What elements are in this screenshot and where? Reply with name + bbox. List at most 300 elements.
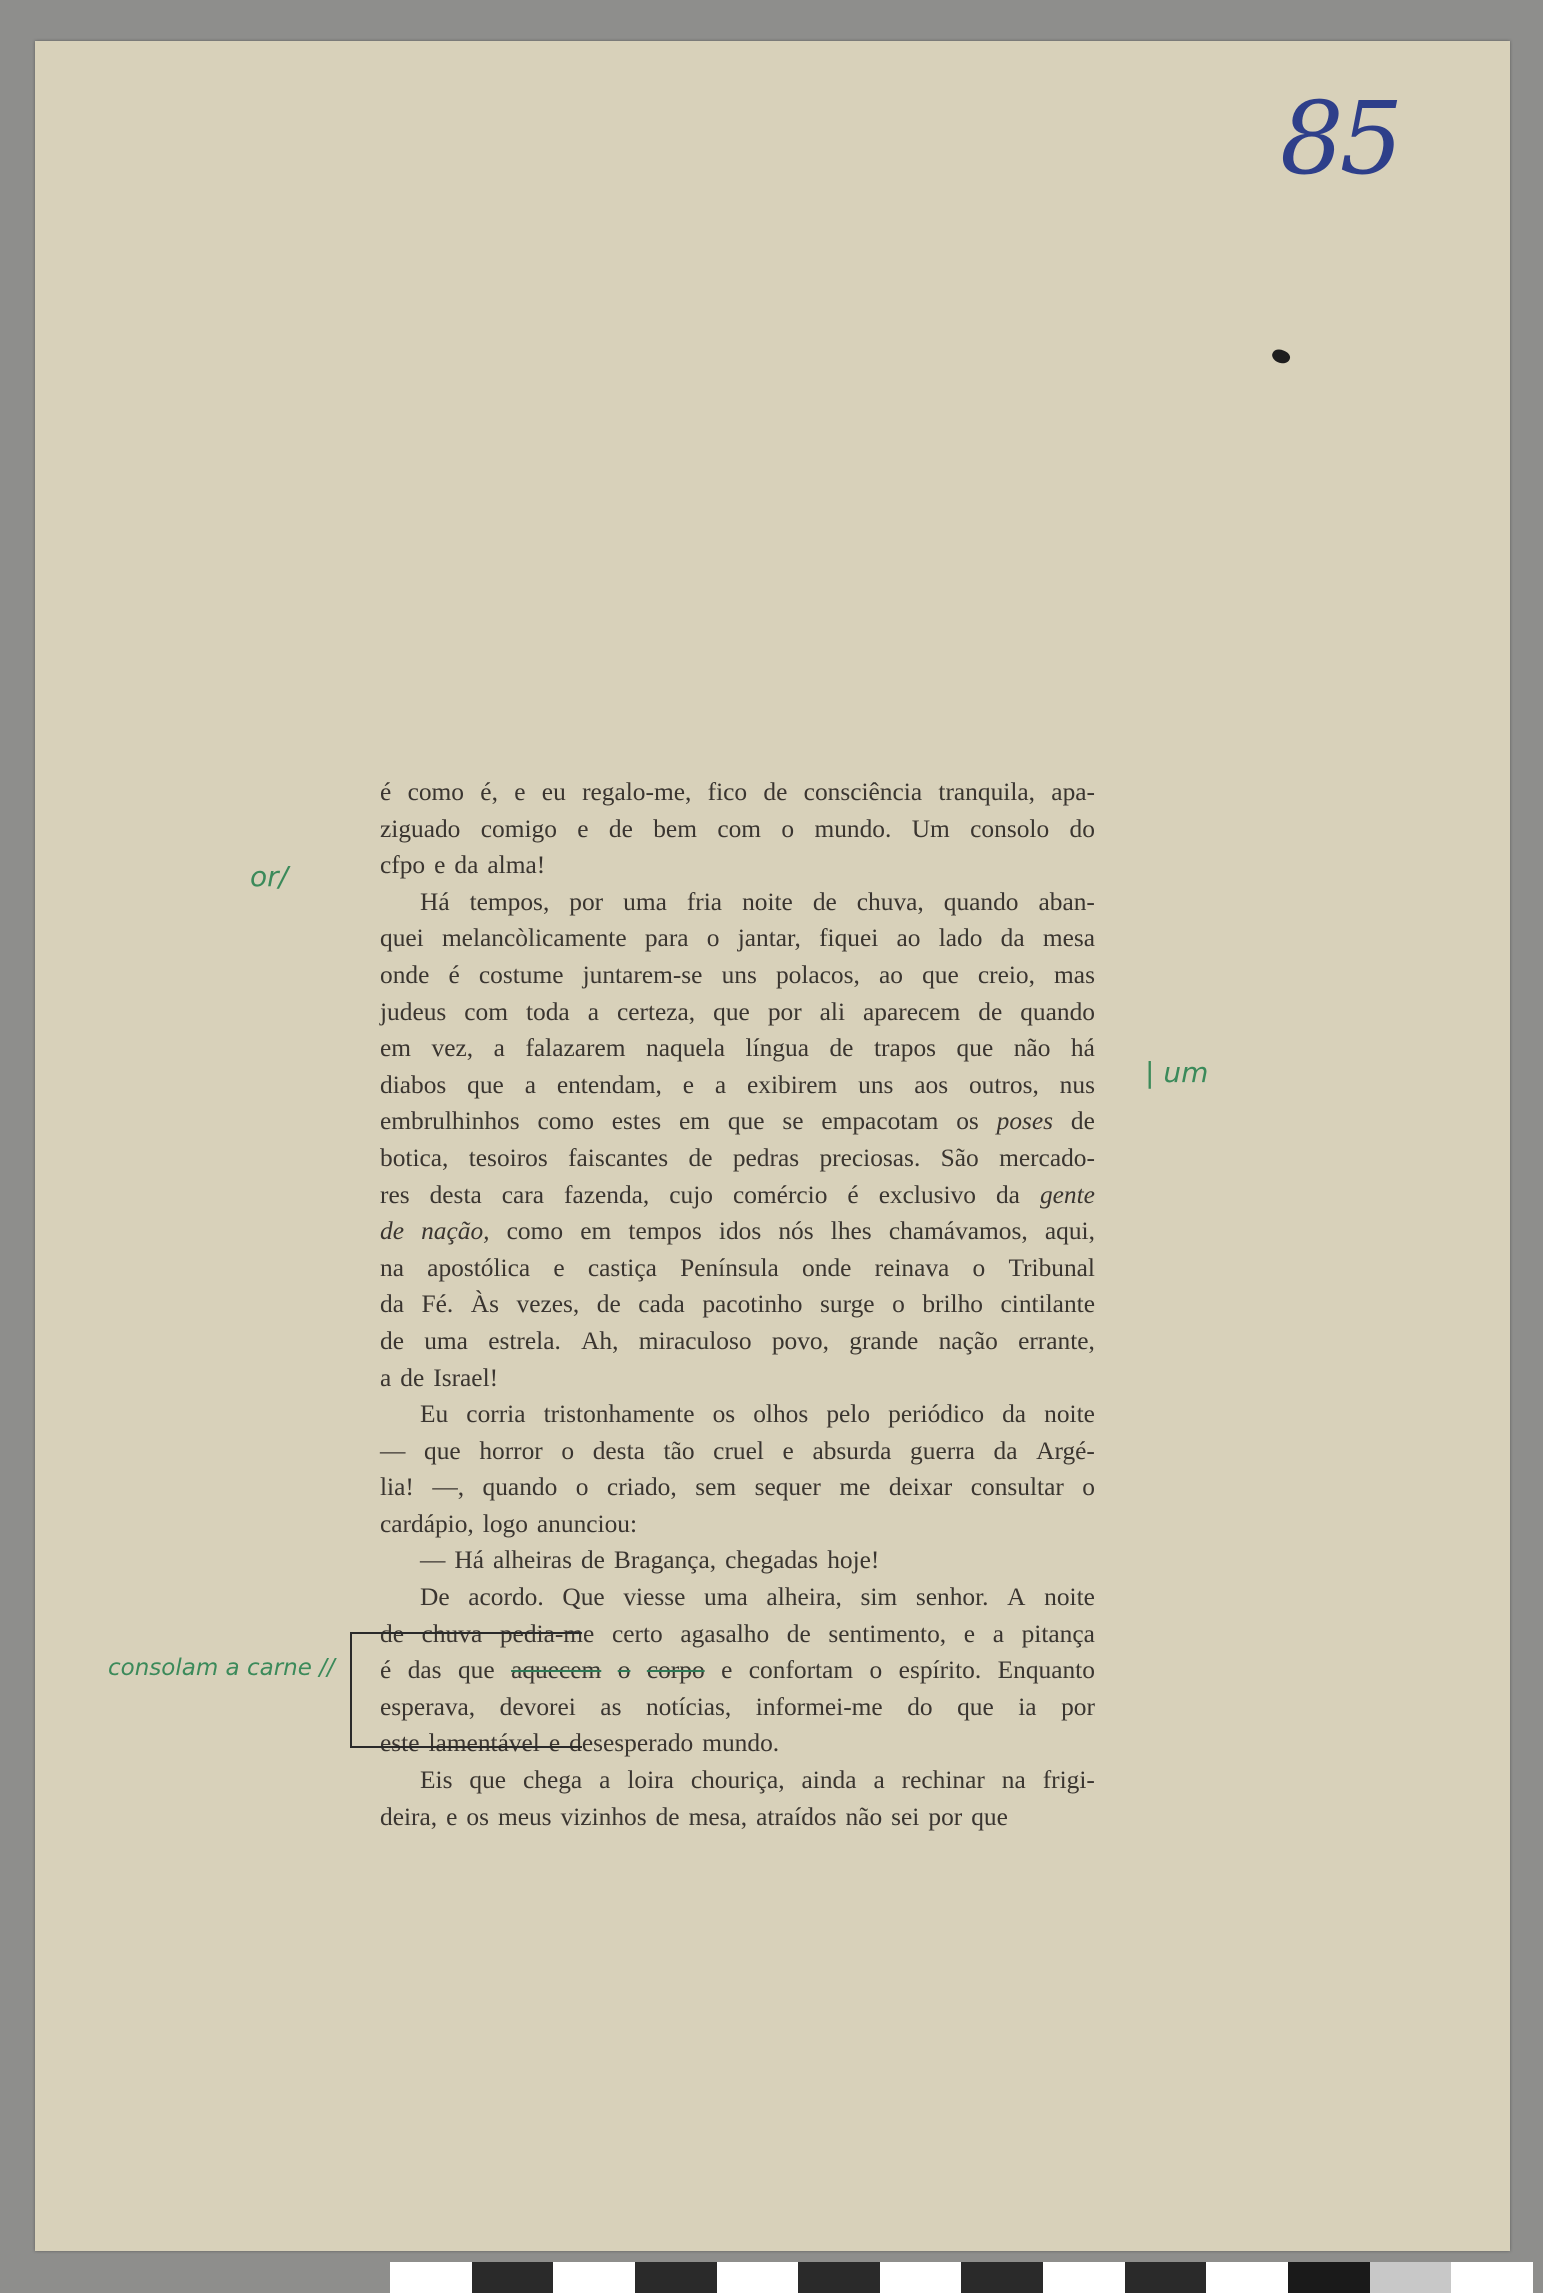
word: o <box>1082 1473 1095 1502</box>
word: é, <box>480 778 498 806</box>
word: mesa <box>1042 924 1095 953</box>
word: acordo. <box>468 1583 544 1612</box>
word: por <box>928 1802 963 1831</box>
word: periódico <box>888 1400 985 1429</box>
word: cara <box>501 1180 545 1209</box>
word: Bragança, <box>613 1546 717 1575</box>
word: que <box>467 1070 504 1099</box>
word: quando <box>943 887 1019 916</box>
word: chamávamos, <box>888 1217 1028 1246</box>
text-line <box>380 1469 1095 1506</box>
word: cujo <box>669 1180 713 1209</box>
word: a <box>714 1070 727 1099</box>
word: errante, <box>1018 1326 1095 1355</box>
ruler-segment <box>1043 2262 1125 2293</box>
word: estrela. <box>488 1326 561 1355</box>
word: de <box>763 778 788 806</box>
word: alheiras <box>493 1546 572 1575</box>
text-line <box>380 774 1095 811</box>
word: é <box>448 960 460 989</box>
word: e <box>514 778 526 806</box>
word: a <box>992 1619 1004 1648</box>
word: hoje! <box>827 1546 880 1575</box>
word: da <box>454 851 479 880</box>
word: cruel <box>713 1436 764 1465</box>
word: de <box>380 1326 404 1355</box>
word: o <box>706 924 720 953</box>
word: e <box>682 1070 695 1099</box>
word: botica, <box>380 1143 449 1172</box>
word: —, <box>432 1473 465 1502</box>
ruler-segment <box>798 2262 880 2293</box>
word: em <box>380 1034 412 1063</box>
word: me <box>839 1473 871 1502</box>
word: fiquei <box>819 924 879 953</box>
word: ainda <box>801 1766 857 1795</box>
word: agasalho <box>680 1619 770 1648</box>
word: cardápio, <box>380 1509 474 1538</box>
word: por <box>767 997 802 1026</box>
ruler-segment <box>1125 2262 1207 2293</box>
word: alheira, <box>766 1583 842 1612</box>
word: os <box>956 1107 979 1136</box>
word: tesoiros <box>468 1143 548 1172</box>
word: chouriça, <box>690 1766 785 1795</box>
word: embrulhinhos <box>380 1107 520 1136</box>
text-line <box>380 1360 1095 1397</box>
word: corpo <box>646 1656 705 1685</box>
handwritten-page-number: 85 <box>1280 80 1400 197</box>
word: Península <box>680 1253 779 1282</box>
margin-note-left-bottom: consolam a carne // <box>108 1655 335 1681</box>
word: quando <box>1020 997 1095 1026</box>
word: certeza, <box>616 997 696 1026</box>
margin-note-left-top: or/ <box>250 860 289 893</box>
word: logo <box>482 1509 528 1538</box>
word: naquela <box>646 1034 725 1063</box>
word: de <box>829 1034 854 1063</box>
word: ao <box>896 924 921 953</box>
word: Eu <box>420 1400 449 1429</box>
word: meus <box>497 1802 552 1831</box>
text-line <box>380 1030 1095 1067</box>
ruler-segment <box>635 2262 717 2293</box>
word: tempos, <box>469 887 550 916</box>
word: certo <box>611 1619 663 1648</box>
word: Enquanto <box>997 1656 1095 1685</box>
word: como <box>537 1107 594 1136</box>
text-line <box>380 1542 1095 1579</box>
word: chega <box>523 1766 583 1795</box>
word: A <box>1007 1583 1026 1612</box>
text-line <box>380 1323 1095 1360</box>
word: não <box>1013 1034 1051 1063</box>
text-line <box>380 1506 1095 1543</box>
text-line <box>380 1250 1095 1287</box>
word: do <box>1069 814 1095 843</box>
word: mesa, <box>688 1802 748 1831</box>
word: aqui, <box>1044 1217 1095 1246</box>
word: este <box>380 1729 420 1758</box>
word: loira <box>627 1766 674 1795</box>
word: lhes <box>830 1217 872 1246</box>
word: estes <box>611 1107 662 1136</box>
word: com <box>464 997 508 1026</box>
word: vizinhos <box>560 1802 647 1831</box>
word: outros, <box>968 1070 1039 1099</box>
word: consolo <box>970 814 1050 843</box>
word: quando <box>482 1473 558 1502</box>
text-line <box>380 957 1095 994</box>
word: o <box>892 1290 905 1319</box>
word: reinava <box>874 1253 950 1282</box>
word: que <box>922 960 959 989</box>
word: ao <box>878 960 903 989</box>
text-line <box>380 1799 1095 1836</box>
word: a <box>493 1034 505 1063</box>
word: e <box>446 1802 458 1831</box>
word: alma! <box>487 851 546 880</box>
word: é <box>380 778 392 806</box>
word: que <box>713 997 750 1026</box>
word: ia <box>1018 1692 1037 1721</box>
word: toda <box>525 997 570 1026</box>
word: bem <box>653 814 697 843</box>
word: notícias, <box>645 1692 732 1721</box>
word: pelo <box>826 1400 871 1429</box>
word: uns <box>721 960 757 989</box>
word: como <box>407 778 464 806</box>
word: e <box>721 1656 733 1685</box>
ruler-segment <box>717 2262 799 2293</box>
ruler-segment <box>390 2262 472 2293</box>
word: confortam <box>748 1656 854 1685</box>
word: fico <box>707 778 748 806</box>
word: surge <box>820 1290 875 1319</box>
text-line <box>380 884 1095 921</box>
word: deira, <box>380 1802 438 1831</box>
word: mas <box>1054 960 1095 989</box>
word: Há <box>420 887 450 916</box>
word: corria <box>466 1400 526 1429</box>
ruler-segment <box>472 2262 554 2293</box>
word: de <box>580 1546 605 1575</box>
word: a <box>380 1363 392 1392</box>
word: de <box>380 1217 404 1246</box>
word: desesperado <box>569 1729 694 1758</box>
word: a <box>524 1070 536 1099</box>
ruler-segment <box>961 2262 1043 2293</box>
word: da <box>993 1436 1018 1465</box>
text-line <box>380 811 1095 848</box>
word: os <box>712 1400 736 1429</box>
word: eu <box>541 778 566 806</box>
word: exclusivo <box>878 1180 976 1209</box>
word: o <box>561 1436 575 1465</box>
word: cada <box>638 1290 685 1319</box>
word: sim <box>860 1583 898 1612</box>
word: mundo. <box>814 814 892 843</box>
text-line <box>380 920 1095 957</box>
word: — <box>380 1436 406 1465</box>
word: que <box>469 1766 507 1795</box>
word: noite <box>1044 1400 1095 1429</box>
word: de <box>655 1802 680 1831</box>
word: lia! <box>380 1473 414 1502</box>
word: que <box>457 1656 495 1685</box>
word: — <box>420 1546 446 1575</box>
ruler-segment <box>1451 2262 1533 2293</box>
word: gente <box>1039 1180 1095 1209</box>
word: o <box>575 1473 589 1502</box>
word: noite <box>1044 1583 1095 1612</box>
word: espírito. <box>898 1656 982 1685</box>
word: idos <box>718 1217 762 1246</box>
word: os <box>466 1802 489 1831</box>
word: o <box>781 814 795 843</box>
text-line <box>380 1067 1095 1104</box>
word: de <box>688 1143 713 1172</box>
word: fazenda, <box>564 1180 650 1209</box>
word: vezes, <box>516 1290 580 1319</box>
word: Há <box>454 1546 484 1575</box>
text-line <box>380 1396 1095 1433</box>
word: desta <box>592 1436 645 1465</box>
word: tranquila, <box>938 778 1035 806</box>
word: fria <box>686 887 723 916</box>
word: rechinar <box>901 1766 985 1795</box>
text-line <box>380 1103 1095 1140</box>
word: de <box>608 814 633 843</box>
word: poses <box>996 1107 1054 1136</box>
word: São <box>940 1143 979 1172</box>
word: criado, <box>606 1473 677 1502</box>
word: por <box>1061 1692 1095 1721</box>
word: lado <box>938 924 983 953</box>
word: uma <box>704 1583 748 1612</box>
word: de <box>596 1290 621 1319</box>
word: a <box>599 1766 611 1795</box>
word: atraídos <box>756 1802 837 1831</box>
word: e <box>553 1253 565 1282</box>
word: Às <box>470 1290 499 1319</box>
word: pacotinho <box>702 1290 803 1319</box>
word: informei-me <box>755 1692 883 1721</box>
text-line <box>380 847 1095 884</box>
word: da <box>380 1290 404 1319</box>
word: cintilante <box>1000 1290 1095 1319</box>
word: do <box>907 1692 933 1721</box>
word: Israel! <box>433 1363 499 1392</box>
text-line <box>380 1579 1095 1616</box>
word: língua <box>745 1034 809 1063</box>
scale-ruler <box>390 2262 1533 2293</box>
ruler-segment <box>553 2262 635 2293</box>
margin-note-right: | um <box>1145 1056 1209 1089</box>
word: povo, <box>771 1326 829 1355</box>
word: e <box>963 1619 976 1648</box>
word: e <box>548 1729 561 1758</box>
word: tempos <box>628 1217 702 1246</box>
word: em <box>580 1217 612 1246</box>
word: uns <box>858 1070 894 1099</box>
word: entendam, <box>556 1070 662 1099</box>
word: melancòlicamente <box>441 924 627 953</box>
word: onde <box>380 960 430 989</box>
word: brilho <box>922 1290 983 1319</box>
word: comércio <box>732 1180 828 1209</box>
ruler-segment <box>1206 2262 1288 2293</box>
word: miraculoso <box>638 1326 752 1355</box>
word: da <box>995 1180 1020 1209</box>
word: de <box>400 1363 425 1392</box>
word: sei <box>891 1802 920 1831</box>
text-line <box>380 1213 1095 1250</box>
word: comigo <box>480 814 557 843</box>
word: pedia-me <box>499 1619 595 1648</box>
word: sequer <box>754 1473 821 1502</box>
word: esperava, <box>380 1692 476 1721</box>
word: na <box>1001 1766 1026 1795</box>
word: nação <box>938 1326 998 1355</box>
word: ali <box>819 997 846 1026</box>
word: é <box>847 1180 859 1209</box>
word: que <box>957 1692 994 1721</box>
word: sem <box>695 1473 737 1502</box>
word: chuva, <box>856 887 924 916</box>
word: tão <box>663 1436 695 1465</box>
word: e <box>782 1436 794 1465</box>
word: da <box>1002 1400 1027 1429</box>
word: o <box>972 1253 986 1282</box>
word: da <box>1000 924 1025 953</box>
text-line <box>380 1177 1095 1214</box>
word: uma <box>424 1326 468 1355</box>
word: juntarem-se <box>582 960 703 989</box>
word: falazarem <box>525 1034 626 1063</box>
word: sentimento, <box>828 1619 947 1648</box>
text-line <box>380 1286 1095 1323</box>
word: como <box>506 1217 564 1246</box>
word: faiscantes <box>568 1143 669 1172</box>
word: exibirem <box>747 1070 838 1099</box>
word: uma <box>623 887 667 916</box>
text-line <box>380 994 1095 1031</box>
word: Fé. <box>421 1290 454 1319</box>
text-line <box>380 1762 1095 1799</box>
word: de <box>786 1619 811 1648</box>
word: empacotam <box>821 1107 939 1136</box>
word: aban- <box>1038 887 1095 916</box>
word: das <box>407 1656 442 1685</box>
word: devorei <box>499 1692 576 1721</box>
word: nós <box>778 1217 814 1246</box>
word: Que <box>562 1583 605 1612</box>
word: desta <box>429 1180 482 1209</box>
word: costume <box>478 960 564 989</box>
word: de <box>978 997 1003 1026</box>
word: creio, <box>977 960 1035 989</box>
word: para <box>644 924 689 953</box>
word: aparecem <box>863 997 961 1026</box>
word: tristonhamente <box>543 1400 695 1429</box>
word: e <box>434 851 446 880</box>
word: o <box>869 1656 883 1685</box>
word: guerra <box>910 1436 975 1465</box>
word: de <box>380 1619 404 1648</box>
word: de <box>1070 1107 1095 1136</box>
word: nação, <box>421 1217 490 1246</box>
word: anunciou: <box>536 1509 638 1538</box>
word: consultar <box>970 1473 1064 1502</box>
word: ziguado <box>380 814 461 843</box>
word: grande <box>849 1326 919 1355</box>
word: Eis <box>420 1766 453 1795</box>
word: as <box>600 1692 622 1721</box>
word: aquecem <box>511 1656 602 1685</box>
word: por <box>569 887 604 916</box>
correction-bracket <box>350 1632 582 1748</box>
word: não <box>845 1802 883 1831</box>
word: Um <box>911 814 950 843</box>
word: que <box>971 1802 1008 1831</box>
word: polacos, <box>775 960 860 989</box>
word: De <box>420 1583 450 1612</box>
word: senhor. <box>915 1583 989 1612</box>
word: nus <box>1059 1070 1095 1099</box>
word: quei <box>380 924 424 953</box>
word: frigi- <box>1042 1766 1095 1795</box>
word: na <box>380 1253 404 1282</box>
word: há <box>1070 1034 1095 1063</box>
ruler-segment <box>1370 2262 1452 2293</box>
word: preciosas. <box>819 1143 921 1172</box>
word: em <box>678 1107 710 1136</box>
word: judeus <box>380 997 447 1026</box>
word: pitança <box>1021 1619 1095 1648</box>
word: olhos <box>753 1400 809 1429</box>
word: chuva <box>421 1619 483 1648</box>
word: mundo. <box>702 1729 780 1758</box>
word: viesse <box>623 1583 686 1612</box>
word: vez, <box>431 1034 474 1063</box>
word: e <box>577 814 589 843</box>
word: cfpo <box>380 851 426 880</box>
word: onde <box>802 1253 852 1282</box>
word: pedras <box>732 1143 800 1172</box>
word: que <box>727 1107 765 1136</box>
word: de <box>812 887 837 916</box>
word: consciência <box>803 778 923 806</box>
word: res <box>380 1180 410 1209</box>
word: Tribunal <box>1008 1253 1095 1282</box>
word: o <box>617 1656 631 1685</box>
word: apostólica <box>427 1253 531 1282</box>
word: horror <box>479 1436 543 1465</box>
ruler-segment <box>880 2262 962 2293</box>
word: apa- <box>1051 778 1095 806</box>
word: que <box>956 1034 994 1063</box>
word: a <box>587 997 599 1026</box>
word: lamentável <box>428 1729 540 1758</box>
ruler-segment <box>1288 2262 1370 2293</box>
word: chegadas <box>725 1546 819 1575</box>
word: Ah, <box>581 1326 619 1355</box>
word: deixar <box>888 1473 953 1502</box>
word: a <box>873 1766 885 1795</box>
word: se <box>782 1107 804 1136</box>
word: jantar, <box>737 924 801 953</box>
